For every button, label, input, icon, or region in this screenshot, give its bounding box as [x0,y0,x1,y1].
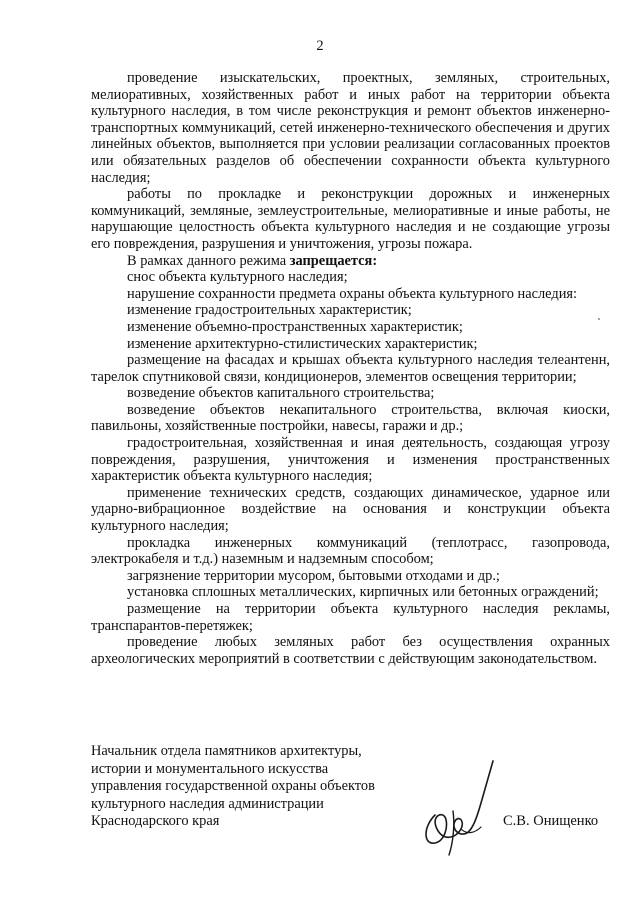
paragraph-road-works: работы по прокладке и реконструкции дорожных и инженерных коммуникаций, земляные, землеустроительные, мелиоративные и иные работы, не нарушающие целостность объекта культурного наследия и не создающие угрозы его повреждения, разрушения и уничтожения, угрозы пожара. [91,186,610,252]
prohibition-item: изменение архитектурно-стилистических характеристик; [127,335,478,352]
prohibition-item: возведение объектов некапитального строительства, включая киоски, павильоны, хозяйственные постройки, навесы, гаражи и др.; [91,401,610,435]
signatory-title-line: истории и монументального искусства [91,760,329,777]
prohibition-item: применение технических средств, создающих динамическое, ударное или ударно-вибрационное воздействие на основания и конструкции объекта культурного наследия; [91,484,610,535]
page-number: 2 [316,38,324,54]
signatory-title-line: Краснодарского края [91,813,220,829]
prohibition-item: снос объекта культурного наследия; [127,269,348,286]
prohibition-item: проведение любых земляных работ без осуществления охранных археологических мероприятий в соответствии с действующим законодательством. [91,634,610,667]
prohibition-item: загрязнение территории мусором, бытовыми отходами и др.; [127,567,500,584]
handwritten-signature [415,755,505,860]
signatory-position [91,743,401,831]
signatory-title-line: управления государственной охраны объектов [91,778,375,794]
prohibition-item: изменение объемно-пространственных характеристик; [127,318,463,335]
prohibition-item: установка сплошных металлических, кирпичных или бетонных ограждений; [127,584,599,601]
signatory-name: С.В. Онищенко [503,813,599,829]
signatory-title-line: культурного наследия администрации [91,795,324,812]
regime-intro-paragraph [91,253,610,270]
document-body [91,70,610,667]
prohibition-item: возведение объектов капитального строительства; [127,385,435,402]
prohibition-item: градостроительная, хозяйственная и иная деятельность, создающая угрозу повреждения, разрушения, уничтожения и изменения пространственных характеристик объекта культурного наследия; [91,435,610,485]
prohibition-item: размещение на фасадах и крышах объекта культурного наследия телеантенн, тарелок спутниковой связи, кондиционеров, элементов освещения территории; [91,352,610,385]
prohibition-item: изменение градостроительных характеристик; [127,302,412,319]
scan-speck [598,318,600,320]
signatory-title-line: Начальник отдела памятников архитектуры, [91,743,362,759]
prohibition-item: прокладка инженерных коммуникаций (теплотрасс, газопровода, электрокабеля и т.д.) наземным и надземным способом; [91,534,610,568]
regime-intro-text: В рамках данного режима [127,252,287,269]
paragraph-survey-works: проведение изыскательских, проектных, земляных, строительных, мелиоративных, хозяйственных работ и иных работ на территории объекта культурного наследия, в том числе реконструкция и ремонт объектов инженерно-транспортных коммуникаций, сетей инженерно-технического обеспечения и других линейных объектов, выполняется при условии реализации согласованных проектов или обязательных разделов об обеспечении сохранности объекта культурного наследия; [91,70,610,186]
prohibition-item: нарушение сохранности предмета охраны объекта культурного наследия: [127,285,578,302]
regime-prohibited-keyword: запрещается: [289,252,378,269]
prohibition-item: размещение на территории объекта культурного наследия рекламы, транспарантов-перетяжек; [91,601,610,634]
